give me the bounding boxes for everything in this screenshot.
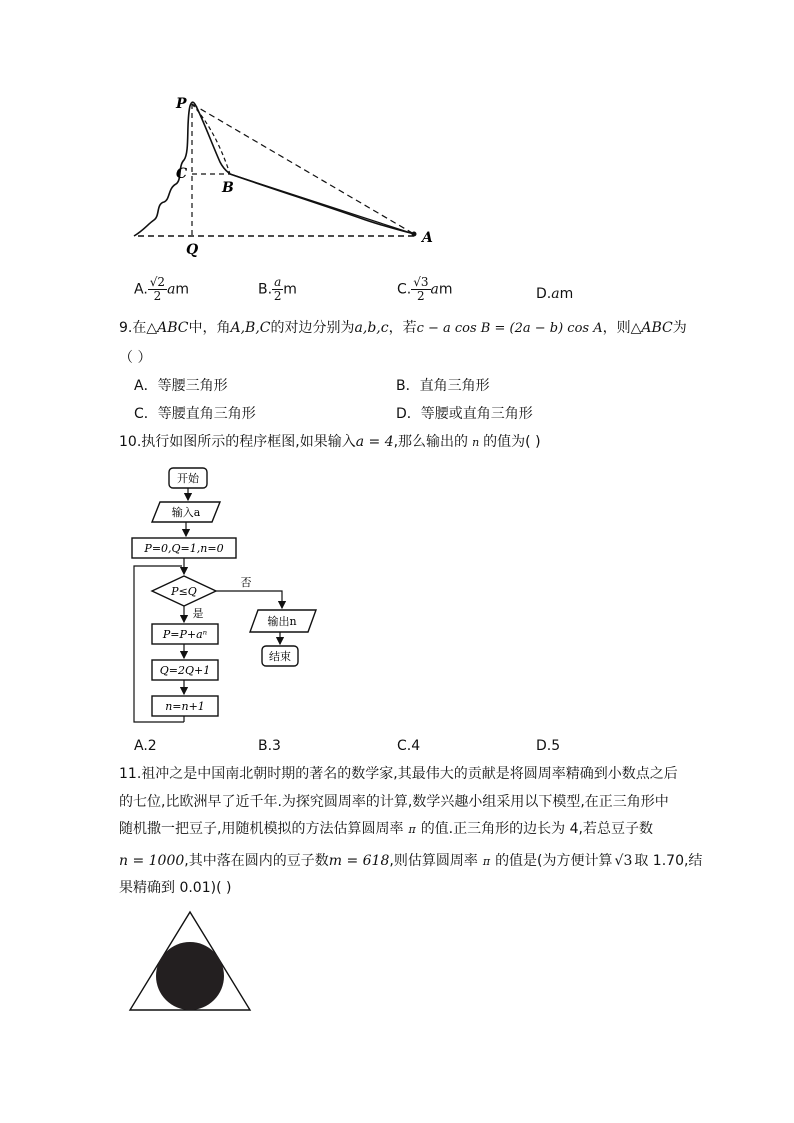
q8-option-b-unit: m xyxy=(283,281,297,298)
q8-option-b-fraction xyxy=(272,276,283,303)
label-q: Q xyxy=(186,242,199,258)
flow-step2-text: Q=2Q+1 xyxy=(159,664,211,677)
q9-option-d[interactable]: D．等腰或直角三角形 xyxy=(396,406,533,422)
q8-option-a-den: 2 xyxy=(153,289,162,303)
q10-option-b[interactable]: B.3 xyxy=(258,738,281,754)
q11-line-4-mid2: ,则估算圆周率 xyxy=(389,853,478,869)
q9-mid1: 中，角 xyxy=(188,320,231,336)
q11-line-3-post: 的值.正三角形的边长为 4,若总豆子数 xyxy=(420,821,653,837)
q8-option-c[interactable] xyxy=(397,276,453,303)
q9-mid4: ，则 xyxy=(602,320,631,336)
q8-option-d[interactable] xyxy=(536,284,573,304)
q10-option-d[interactable]: D.5 xyxy=(536,738,561,754)
point-a-dot xyxy=(412,232,417,237)
q11-sqrt3: √3 xyxy=(614,853,633,869)
flow-init-text: P=0,Q=1,n=0 xyxy=(144,542,224,555)
inscribed-circle xyxy=(156,942,224,1010)
q11-line-4-end: 取 1.70,结 xyxy=(634,853,703,869)
q11-line-2: 的七位,比欧洲早了近千年.为探究圆周率的计算,数学兴趣小组采用以下模型,在正三角形中 xyxy=(119,794,669,810)
q11-m-expr: m = 618 xyxy=(328,853,390,869)
q10-var-n: n xyxy=(472,436,480,449)
flow-input-text: 输入a xyxy=(171,506,201,519)
triangle-circle-figure xyxy=(128,910,252,1012)
q9-option-b[interactable]: B．直角三角形 xyxy=(396,378,490,394)
label-p: P xyxy=(176,96,187,112)
q10-mid: ,那么输出的 xyxy=(393,434,469,450)
q9-bracket: （ ） xyxy=(119,350,152,366)
q11-line-4 xyxy=(119,851,702,872)
flowchart xyxy=(124,464,324,726)
q8-option-c-letter: C. xyxy=(397,281,412,298)
flow-no-label: 否 xyxy=(240,576,252,589)
q11-line-3-pre: 随机撒一把豆子,用随机模拟的方法估算圆周率 xyxy=(119,821,404,837)
flow-step3-text: n=n+1 xyxy=(165,700,205,713)
q11-line-3 xyxy=(119,819,653,840)
q10-pre: 10.执行如图所示的程序框图,如果输入 xyxy=(119,434,356,450)
q9-end: 为 xyxy=(672,320,687,336)
q8-option-a-num: √2 xyxy=(149,275,166,289)
flow-no-line xyxy=(216,591,282,608)
flow-yes-label: 是 xyxy=(192,607,204,620)
q10-end: 的值为( ) xyxy=(483,434,541,450)
q8-option-a-letter: A. xyxy=(134,281,148,298)
flow-output-text: 输出n xyxy=(267,615,297,628)
label-b: B xyxy=(222,180,234,196)
q8-option-c-unit: m xyxy=(438,281,453,298)
q8-option-a[interactable] xyxy=(134,276,189,303)
slope-diagram xyxy=(120,92,440,264)
q8-option-c-fraction xyxy=(411,276,430,303)
q9-pre: 9.在 xyxy=(119,320,147,336)
q11-pi-1: π xyxy=(408,823,416,836)
q8-option-c-var: a xyxy=(430,281,439,298)
q8-option-b-letter: B. xyxy=(258,281,273,298)
q11-pi-2: π xyxy=(482,855,491,868)
q8-option-d-unit: m xyxy=(559,286,574,302)
q9-option-a[interactable]: A．等腰三角形 xyxy=(134,378,228,394)
q9-sides: a,b,c xyxy=(354,320,389,336)
q11-line-1: 11.祖冲之是中国南北朝时期的著名的数学家,其最伟大的贡献是将圆周率精确到小数点之后 xyxy=(119,766,678,782)
q11-line-4-mid: ,其中落在圆内的豆子数 xyxy=(184,853,329,869)
label-a: A xyxy=(422,230,433,246)
q8-option-d-letter: D. xyxy=(536,286,552,302)
flow-start-text: 开始 xyxy=(177,472,199,485)
q9-triangle-2: △ABC xyxy=(630,320,673,336)
q9-option-c[interactable]: C．等腰直角三角形 xyxy=(134,406,256,422)
q11-line-4-mid3: 的值是(为方便计算 xyxy=(495,853,613,869)
q8-option-a-fraction xyxy=(148,276,167,303)
segment-ba xyxy=(230,174,414,234)
q10-option-c[interactable]: C.4 xyxy=(397,738,421,754)
q8-option-b-num: a xyxy=(274,275,282,289)
q9-stem xyxy=(119,318,687,339)
q9-triangle-1: △ABC xyxy=(146,320,189,336)
flow-decision-text: P≤Q xyxy=(171,585,197,598)
q10-stem xyxy=(119,432,541,453)
q8-option-a-var: a xyxy=(167,281,176,298)
q9-mid2: 的对边分别为 xyxy=(270,320,355,336)
q8-option-a-unit: m xyxy=(175,281,190,298)
q11-n-expr: n = 1000 xyxy=(119,853,185,869)
flow-end-text: 结束 xyxy=(269,650,291,663)
q10-input-expr: a = 4 xyxy=(355,434,394,450)
q8-option-b-den: 2 xyxy=(273,289,282,303)
q9-angles: A,B,C xyxy=(230,320,271,336)
q9-formula: c − a cos B = (2a − b) cos A xyxy=(416,321,603,336)
q11-line-5: 果精确到 0.01)( ) xyxy=(119,880,232,896)
q8-option-d-var: a xyxy=(551,286,560,302)
q10-option-a[interactable]: A.2 xyxy=(134,738,157,754)
q8-option-b[interactable] xyxy=(258,276,297,303)
q8-option-c-num: √3 xyxy=(413,275,429,289)
label-c: C xyxy=(176,166,188,182)
flow-step1-text: P=P+aⁿ xyxy=(162,628,208,641)
q8-option-c-den: 2 xyxy=(417,289,425,303)
q9-mid3: ，若 xyxy=(388,320,417,336)
